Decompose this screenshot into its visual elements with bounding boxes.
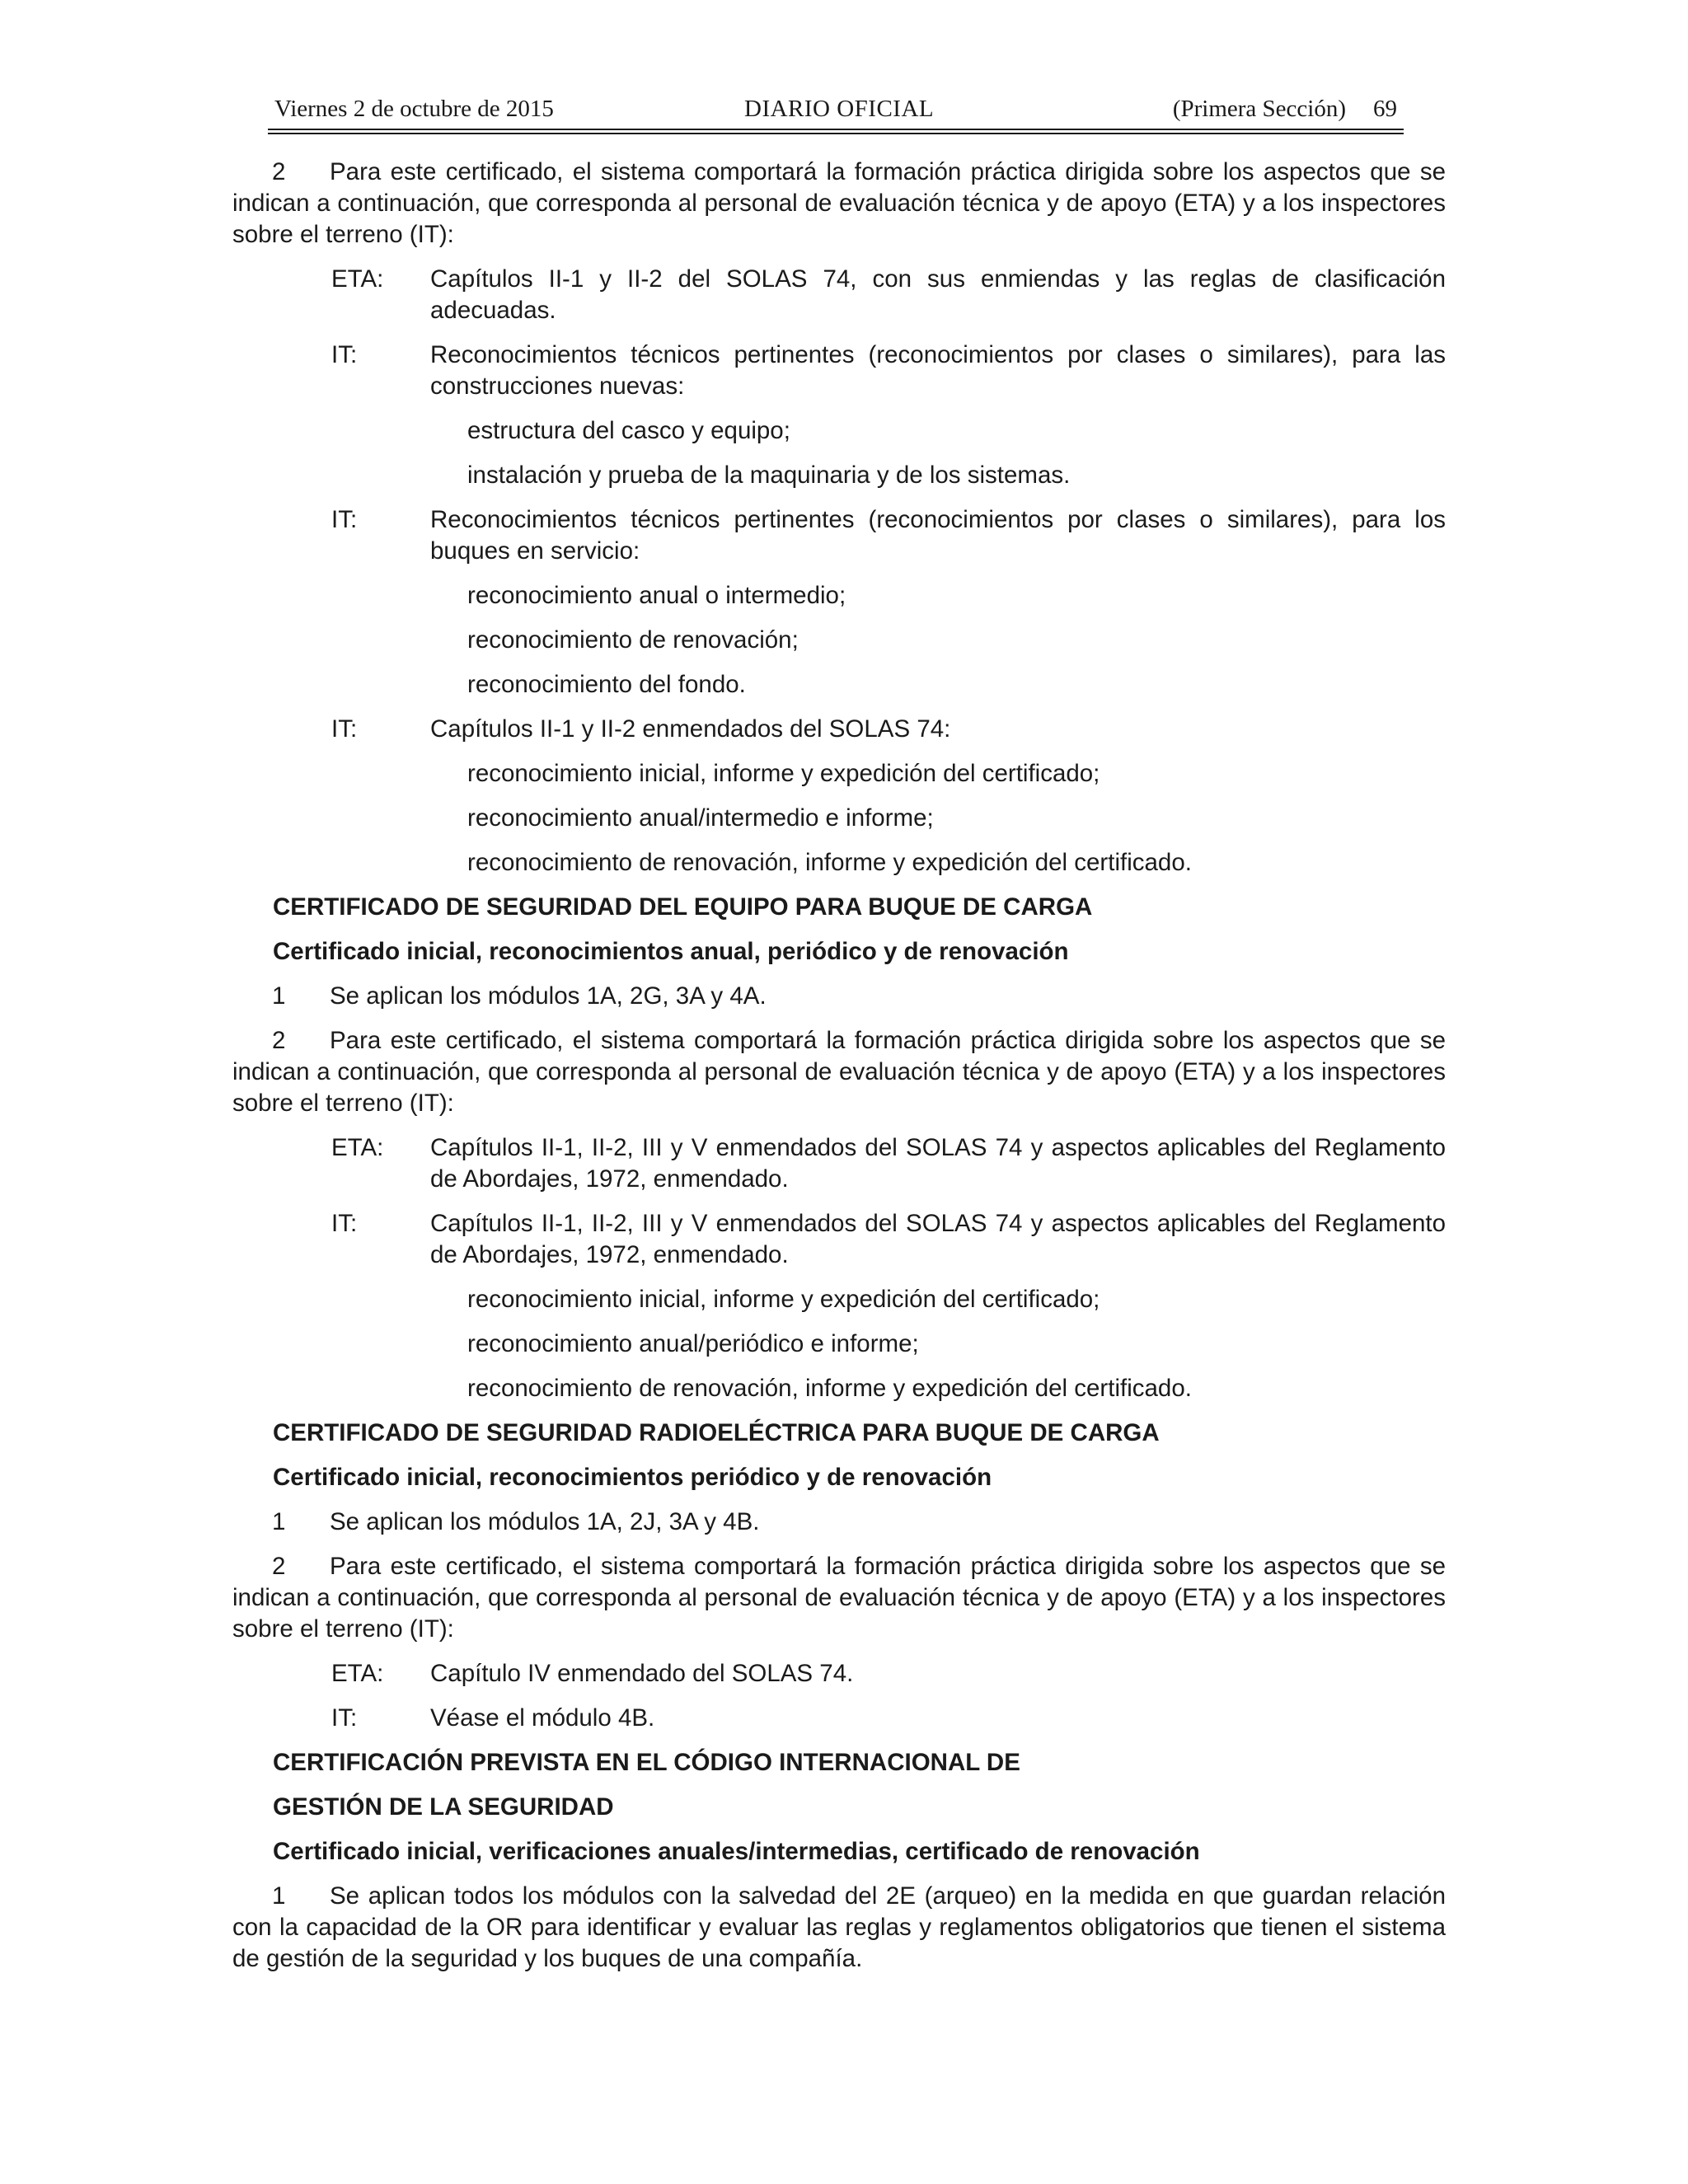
paragraph-number: 1 bbox=[272, 982, 286, 1010]
item-text: Reconocimientos técnicos pertinentes (reconocimientos por clases o similares), para los buques en servicio: bbox=[430, 506, 1446, 565]
item-text: Capítulos II-1, II-2, III y V enmendados del SOLAS 74 y aspectos aplicables del Reglamento de Abordajes, 1972, enmendado. bbox=[430, 1134, 1446, 1193]
item-tag: IT: bbox=[331, 1210, 358, 1237]
list-item bbox=[232, 714, 1446, 745]
header-page-number: 69 bbox=[1373, 96, 1397, 122]
sub-item: reconocimiento de renovación, informe y expedición del certificado. bbox=[467, 1375, 1192, 1402]
paragraph-number: 2 bbox=[272, 1027, 286, 1054]
item-tag: IT: bbox=[331, 715, 358, 743]
item-text: Véase el módulo 4B. bbox=[430, 1704, 655, 1732]
header-rule-top bbox=[268, 129, 1404, 130]
numbered-paragraph bbox=[232, 157, 1446, 251]
subsection-heading: Certificado inicial, reconocimientos anual, periódico y de renovación bbox=[273, 938, 1069, 965]
list-item bbox=[232, 340, 1446, 402]
paragraph-number: 1 bbox=[272, 1508, 286, 1535]
list-item bbox=[232, 1132, 1446, 1195]
list-item bbox=[232, 1658, 1446, 1690]
item-text: Capítulos II-1 y II-2 enmendados del SOLAS 74: bbox=[430, 715, 951, 743]
item-tag: IT: bbox=[331, 341, 358, 368]
item-tag: ETA: bbox=[331, 1134, 384, 1161]
section-heading-continued: GESTIÓN DE LA SEGURIDAD bbox=[273, 1793, 614, 1821]
sub-item: reconocimiento inicial, informe y expedición del certificado; bbox=[467, 1286, 1100, 1313]
sub-item: reconocimiento anual/periódico e informe; bbox=[467, 1330, 919, 1357]
numbered-paragraph bbox=[232, 1551, 1446, 1645]
paragraph-text: Se aplican los módulos 1A, 2J, 3A y 4B. bbox=[330, 1508, 760, 1535]
paragraph-text: Para este certificado, el sistema comportará la formación práctica dirigida sobre los aspectos que se indican a continuación, que corresponda al personal de evaluación técnica y de apoyo (ETA) y a los inspectores sobre el terreno (IT): bbox=[232, 1027, 1446, 1117]
section-heading: CERTIFICADO DE SEGURIDAD DEL EQUIPO PARA BUQUE DE CARGA bbox=[273, 893, 1093, 921]
item-tag: IT: bbox=[331, 506, 358, 533]
numbered-paragraph bbox=[232, 981, 1446, 1012]
subsection-heading: Certificado inicial, reconocimientos periódico y de renovación bbox=[273, 1464, 992, 1491]
paragraph-text: Se aplican todos los módulos con la salvedad del 2E (arqueo) en la medida en que guardan relación con la capacidad de la OR para identificar y evaluar las reglas y reglamentos obligatorios que tienen el sistema de gestión de la seguridad y los buques de una compañía. bbox=[232, 1882, 1446, 1972]
sub-item: instalación y prueba de la maquinaria y de los sistemas. bbox=[467, 462, 1071, 489]
list-item bbox=[232, 1703, 1446, 1734]
sub-item: estructura del casco y equipo; bbox=[467, 417, 790, 444]
page-header bbox=[268, 96, 1404, 132]
header-date: Viernes 2 de octubre de 2015 bbox=[274, 96, 554, 122]
sub-item: reconocimiento del fondo. bbox=[467, 671, 746, 698]
paragraph-text: Para este certificado, el sistema comportará la formación práctica dirigida sobre los aspectos que se indican a continuación, que corresponda al personal de evaluación técnica y de apoyo (ETA) y a los inspectores sobre el terreno (IT): bbox=[232, 158, 1446, 248]
header-section: (Primera Sección) bbox=[1172, 96, 1346, 122]
paragraph-text: Se aplican los módulos 1A, 2G, 3A y 4A. bbox=[330, 982, 767, 1010]
sub-item: reconocimiento inicial, informe y expedición del certificado; bbox=[467, 760, 1100, 787]
sub-item: reconocimiento anual/intermedio e informe; bbox=[467, 804, 934, 832]
item-text: Capítulos II-1, II-2, III y V enmendados del SOLAS 74 y aspectos aplicables del Reglamento de Abordajes, 1972, enmendado. bbox=[430, 1210, 1446, 1268]
list-item bbox=[232, 264, 1446, 326]
item-text: Reconocimientos técnicos pertinentes (reconocimientos por clases o similares), para las construcciones nuevas: bbox=[430, 341, 1446, 400]
paragraph-number: 2 bbox=[272, 1553, 286, 1580]
sub-item: reconocimiento anual o intermedio; bbox=[467, 582, 846, 609]
header-rule-bottom bbox=[268, 133, 1404, 134]
item-text: Capítulos II-1 y II-2 del SOLAS 74, con sus enmiendas y las reglas de clasificación adecuadas. bbox=[430, 265, 1446, 324]
document-body bbox=[232, 157, 1446, 1988]
section-heading: CERTIFICACIÓN PREVISTA EN EL CÓDIGO INTERNACIONAL DE bbox=[273, 1749, 1020, 1776]
section-heading: CERTIFICADO DE SEGURIDAD RADIOELÉCTRICA PARA BUQUE DE CARGA bbox=[273, 1419, 1160, 1446]
item-tag: ETA: bbox=[331, 265, 384, 293]
paragraph-number: 1 bbox=[272, 1882, 286, 1910]
numbered-paragraph bbox=[232, 1507, 1446, 1538]
item-tag: ETA: bbox=[331, 1660, 384, 1687]
header-publication: DIARIO OFICIAL bbox=[744, 96, 935, 122]
list-item bbox=[232, 504, 1446, 567]
sub-item: reconocimiento de renovación, informe y expedición del certificado. bbox=[467, 849, 1192, 876]
paragraph-text: Para este certificado, el sistema comportará la formación práctica dirigida sobre los aspectos que se indican a continuación, que corresponda al personal de evaluación técnica y de apoyo (ETA) y a los inspectores sobre el terreno (IT): bbox=[232, 1553, 1446, 1643]
item-text: Capítulo IV enmendado del SOLAS 74. bbox=[430, 1660, 854, 1687]
sub-item: reconocimiento de renovación; bbox=[467, 626, 799, 654]
numbered-paragraph bbox=[232, 1881, 1446, 1975]
list-item bbox=[232, 1208, 1446, 1271]
paragraph-number: 2 bbox=[272, 158, 286, 185]
numbered-paragraph bbox=[232, 1025, 1446, 1119]
item-tag: IT: bbox=[331, 1704, 358, 1732]
subsection-heading: Certificado inicial, verificaciones anuales/intermedias, certificado de renovación bbox=[273, 1838, 1200, 1865]
